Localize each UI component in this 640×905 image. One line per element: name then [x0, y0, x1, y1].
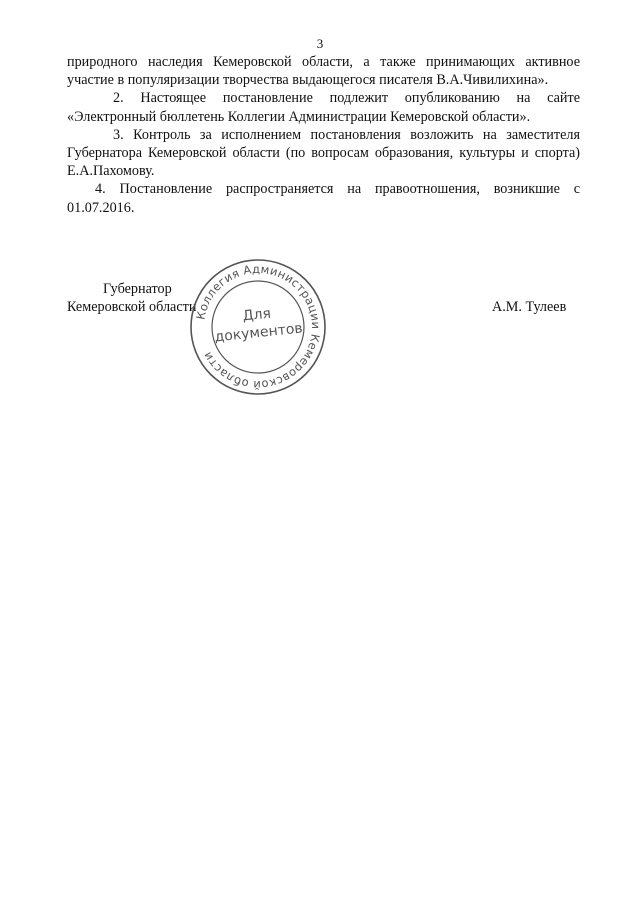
- page-number: 3: [316, 36, 324, 51]
- paragraph-3: 3. Контроль за исполнением постановления возложить на заместителя Губернатора Кемеровской области (по вопросам образования, культуры и спорта) Е.А.Пахомову.: [67, 126, 580, 180]
- signatory-name: А.М. Тулеев: [492, 299, 567, 315]
- signatory-region: Кемеровской области: [67, 299, 197, 315]
- stamp-ring-text: Коллегия Администрации Кемеровской области: [193, 261, 324, 393]
- signatory-title: Губернатор: [103, 281, 172, 297]
- paragraph-4: 4. Постановление распространяется на правоотношения, возникшие с 01.07.2016.: [67, 181, 580, 216]
- stamp-center-line-1: Для: [241, 305, 272, 325]
- document-body: [67, 53, 580, 217]
- official-stamp: [188, 257, 328, 397]
- paragraph-1: природного наследия Кемеровской области, а также принимающих активное участие в популяризации творчества выдающегося писателя В.А.Чивилихина».: [67, 54, 580, 89]
- paragraph-2: 2. Настоящее постановление подлежит опубликованию на сайте «Электронный бюллетень Коллегии Администрации Кемеровской области».: [67, 90, 580, 125]
- stamp-center-line-2: документов: [213, 320, 304, 346]
